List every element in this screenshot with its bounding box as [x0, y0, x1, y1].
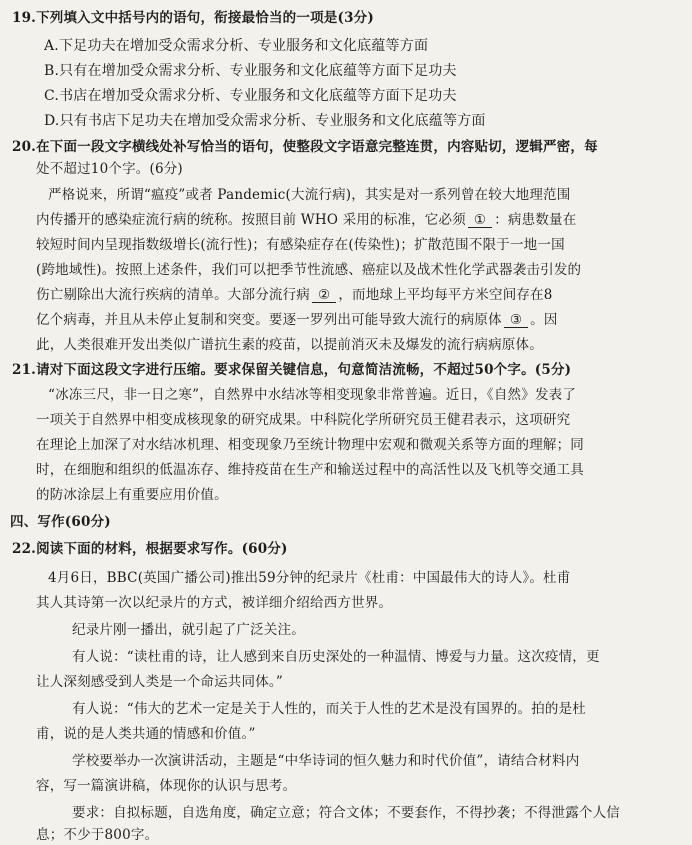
- q19-option-d: D.只有书店下足功夫在增加受众需求分析、专业服务和文化底蕴等方面: [44, 113, 486, 129]
- q22-passage-line9: 容，写一篇演讲稿，体现你的认识与思考。: [36, 778, 297, 794]
- q21-passage-line5: 的防冰涂层上有重要应用价值。: [36, 487, 228, 503]
- q20-passage-line6-a: 亿个病毒，并且从未停止复制和突变。要逐一罗列出可能导致大流行的病原体: [36, 312, 502, 328]
- q19-option-b: B.只有在增加受众需求分析、专业服务和文化底蕴等方面下足功夫: [44, 63, 457, 79]
- q22-passage-line1: 4月6日，BBC(英国广播公司)推出59分钟的纪录片《杜甫：中国最伟大的诗人》。杜甫: [48, 570, 571, 586]
- q20-blank-1: ①: [468, 213, 492, 228]
- q20-blank-3: ③: [504, 313, 528, 328]
- q22-passage-line8: 学校要举办一次演讲活动，主题是“中华诗词的恒久魅力和时代价值”，请结合材料内: [72, 753, 580, 769]
- q22-passage-line3: 纪录片刚一播出，就引起了广泛关注。: [72, 622, 305, 638]
- q19-option-c: C.书店在增加受众需求分析、专业服务和文化底蕴等方面下足功夫: [44, 88, 457, 104]
- q20-passage-line2-a: 内传播开的感染症流行病的统称。按照目前 WHO 采用的标准，它必须: [36, 212, 466, 228]
- q20-passage-line4: (跨地域性)。按照上述条件，我们可以把季节性流感、癌症以及战术性化学武器袭击引发的: [36, 262, 582, 278]
- q22-requirements-line1: 要求：自拟标题，自选角度，确定立意；符合文体；不要套作，不得抄袭；不得泄露个人信: [72, 805, 620, 821]
- q22-stem: 22.阅读下面的材料，根据要求写作。(60分): [12, 541, 288, 557]
- q20-passage-line1: 严格说来，所谓“瘟疫”或者 Pandemic(大流行病)，其实是对一系列曾在较大地理范围: [48, 187, 571, 203]
- q22-passage-line7: 甫，说的是人类共通的情感和价值。”: [36, 726, 256, 742]
- q20-passage-line3: 较短时间内呈现指数级增长(流行性)；有感染症存在(传染性)；扩散范围不限于一地一国: [36, 237, 565, 253]
- q20-passage-line6: [36, 311, 558, 329]
- q19-option-a: A.下足功夫在增加受众需求分析、专业服务和文化底蕴等方面: [44, 38, 429, 54]
- q21-passage-line2: 一项关于自然界中相变成核现象的研究成果。中科院化学所研究员王健君表示，这项研究: [36, 412, 571, 428]
- q21-passage-line3: 在理论上加深了对水结冰机理、相变现象乃至统计物理中宏观和微观关系等方面的理解；同: [36, 437, 584, 453]
- q20-passage-line6-b: 。因: [530, 312, 558, 328]
- q20-passage-line5-b: ，而地球上平均每平方米空间存在8: [338, 287, 553, 303]
- q21-passage-line4: 时，在细胞和组织的低温冻存、维持疫苗在生产和输送过程中的高活性以及飞机等交通工具: [36, 462, 584, 478]
- q22-requirements-line2: 息；不少于800字。: [36, 827, 159, 843]
- q21-stem: 21.请对下面这段文字进行压缩。要求保留关键信息，句意简洁流畅，不超过50个字。(5分): [12, 362, 572, 378]
- q20-stem-line2: 处不超过10个字。(6分): [36, 161, 183, 177]
- q22-passage-line4: 有人说：“读杜甫的诗，让人感到来自历史深处的一种温情、博爱与力量。这次疫情，更: [72, 649, 600, 665]
- q19-stem: 19.下列填入文中括号内的语句，衔接最恰当的一项是(3分): [12, 10, 374, 26]
- q20-passage-line5-a: 伤亡剔除出大流行疾病的清单。大部分流行病: [36, 287, 310, 303]
- q20-passage-line2: [36, 211, 576, 229]
- q20-passage-line5: [36, 286, 553, 304]
- q21-passage-line1: “冰冻三尺，非一日之寒”，自然界中水结冰等相变现象非常普遍。近日，《自然》发表了: [48, 387, 577, 403]
- q22-passage-line6: 有人说：“伟大的艺术一定是关于人性的，而关于人性的艺术是没有国界的。拍的是杜: [72, 701, 587, 717]
- q20-passage-line2-b: ：病患数量在: [494, 212, 577, 228]
- q22-passage-line5: 让人深刻感受到人类是一个命运共同体。”: [36, 674, 283, 690]
- section-writing-heading: 四、写作(60分): [10, 514, 111, 530]
- q20-passage-line7: 此，人类很难开发出类似广谱抗生素的疫苗，以提前消灭未及爆发的流行病病原体。: [36, 337, 543, 353]
- q20-stem-line1: 20.在下面一段文字横线处补写恰当的语句，使整段文字语意完整连贯，内容贴切，逻辑严密，每: [12, 139, 598, 155]
- q22-passage-line2: 其人其诗第一次以纪录片的方式，被详细介绍给西方世界。: [36, 595, 393, 611]
- q20-blank-2: ②: [312, 288, 336, 303]
